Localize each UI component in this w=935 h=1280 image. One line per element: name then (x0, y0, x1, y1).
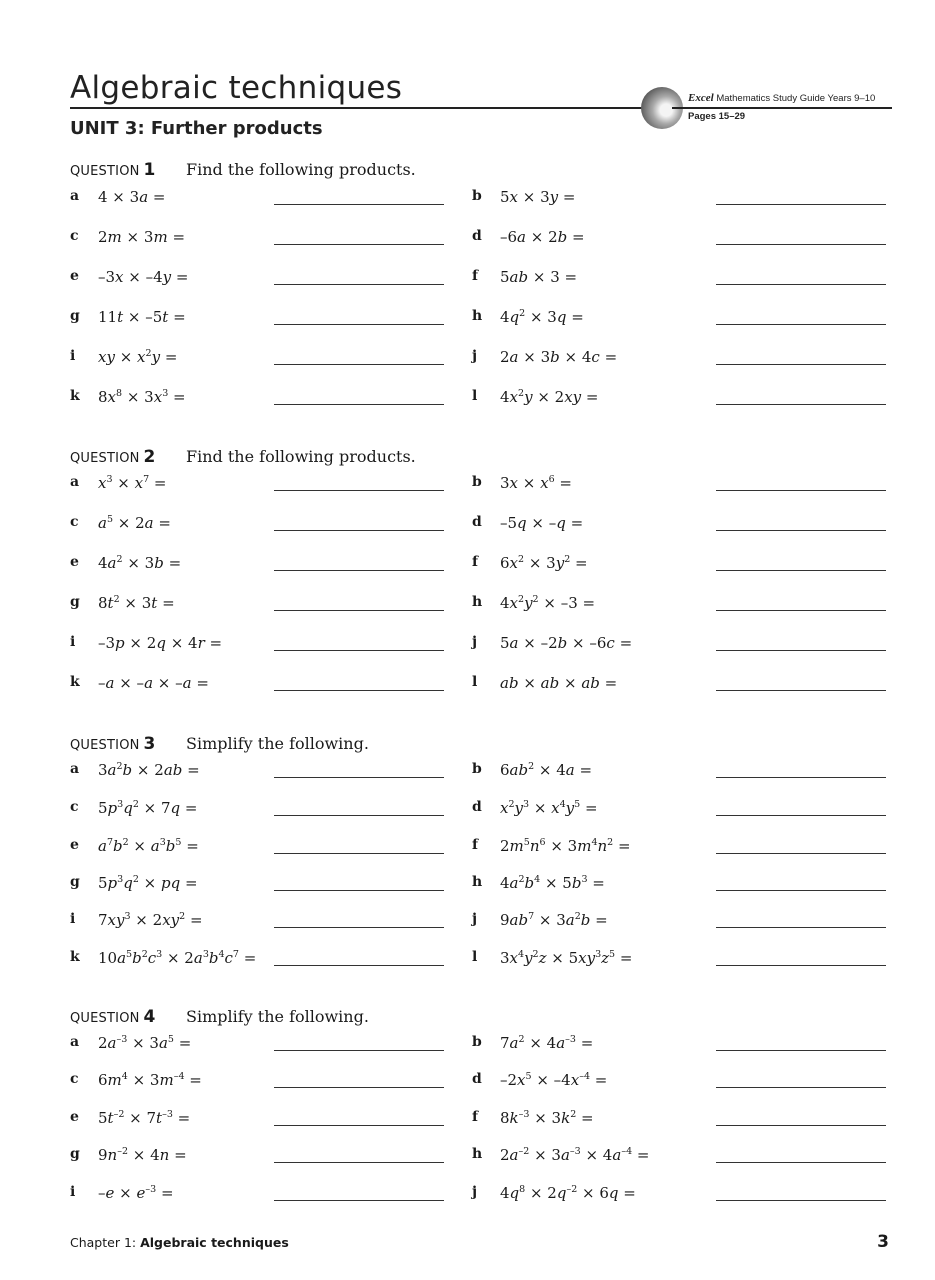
item-letter: d (472, 799, 482, 815)
item-letter: k (70, 388, 80, 404)
item-letter: i (70, 634, 76, 650)
question-label: QUESTION (70, 738, 140, 753)
answer-line[interactable] (716, 1125, 886, 1126)
exercise-item (70, 1071, 445, 1091)
item-letter: c (70, 514, 79, 530)
item-letter: f (472, 837, 479, 853)
answer-line[interactable] (274, 530, 444, 531)
exercise-item (472, 874, 887, 894)
item-expression: $4a^2b^4 \times 5b^3$ = (500, 874, 605, 892)
item-expression: –3x × –4y = (98, 268, 189, 286)
item-letter: b (472, 188, 482, 204)
answer-line[interactable] (716, 815, 886, 816)
item-letter: e (70, 837, 79, 853)
item-expression: $4q^2 \times 3q$ = (500, 308, 584, 326)
page-number: 3 (877, 1232, 889, 1252)
item-expression: –5q × –q = (500, 514, 584, 532)
item-letter: k (70, 949, 80, 965)
item-expression: $2m^5n^6 \times 3m^4n^2$ = (500, 837, 631, 855)
answer-line[interactable] (716, 1162, 886, 1163)
exercise-item (472, 1146, 887, 1166)
item-letter: d (472, 514, 482, 530)
item-expression: $-e \times e^{-3}$ = (98, 1184, 174, 1202)
exercise-item (70, 554, 445, 574)
item-letter: h (472, 1146, 483, 1162)
book-brand: Excel (688, 92, 714, 104)
answer-line[interactable] (716, 1200, 886, 1201)
item-expression: $6x^2 \times 3y^2$ = (500, 554, 588, 572)
footer-chapter-prefix: Chapter 1: (70, 1235, 141, 1250)
book-guide-title: Mathematics Study Guide Years 9–10 (716, 93, 876, 104)
unit-heading: UNIT 3: Further products (70, 118, 323, 139)
item-expression: xy × $x^2y$ = (98, 348, 178, 366)
answer-line[interactable] (716, 1050, 886, 1051)
item-expression: $x^3 \times x^7$ = (98, 474, 167, 492)
question-instruction: Find the following products. (186, 447, 416, 466)
exercise-item (472, 799, 887, 819)
item-letter: f (472, 268, 479, 284)
item-expression: $3x^4y^2z \times 5xy^3z^5$ = (500, 949, 633, 967)
answer-line[interactable] (274, 1200, 444, 1201)
exercise-item (70, 268, 445, 288)
item-expression: $9ab^7 \times 3a^2b$ = (500, 911, 608, 929)
answer-line[interactable] (716, 777, 886, 778)
item-expression: $3a^2b \times 2ab$ = (98, 761, 200, 779)
exercise-item (472, 188, 887, 208)
exercise-item (472, 474, 887, 494)
exercise-item (70, 874, 445, 894)
item-letter: a (70, 1034, 80, 1050)
item-letter: e (70, 554, 79, 570)
item-letter: c (70, 1071, 79, 1087)
answer-line[interactable] (274, 1087, 444, 1088)
book-reference (688, 92, 875, 104)
answer-line[interactable] (716, 965, 886, 966)
item-letter: d (472, 228, 482, 244)
exercise-item (70, 594, 445, 614)
answer-line[interactable] (274, 890, 444, 891)
answer-line[interactable] (716, 404, 886, 405)
question-label: QUESTION (70, 1011, 140, 1026)
item-letter: k (70, 674, 80, 690)
item-expression: $6ab^2 \times 4a$ = (500, 761, 593, 779)
item-letter: h (472, 308, 483, 324)
exercise-item (472, 554, 887, 574)
item-letter: j (472, 1184, 478, 1200)
question-number: 1 (143, 160, 156, 180)
exercise-item (70, 949, 445, 969)
item-letter: b (472, 761, 482, 777)
question-number: 4 (143, 1007, 156, 1027)
question-label: QUESTION (70, 164, 140, 179)
item-expression: $7a^2 \times 4a^{-3}$ = (500, 1034, 594, 1052)
item-letter: e (70, 1109, 79, 1125)
item-letter: j (472, 911, 478, 927)
item-letter: l (472, 388, 478, 404)
item-expression: $2a^{-3} \times 3a^5$ = (98, 1034, 192, 1052)
question-instruction: Simplify the following. (186, 1007, 369, 1026)
exercise-item (70, 228, 445, 248)
item-expression: 5a × –2b × –6c = (500, 634, 633, 652)
item-expression: ab × ab × ab = (500, 674, 618, 692)
answer-line[interactable] (716, 364, 886, 365)
question-heading (70, 447, 416, 467)
exercise-item (472, 1109, 887, 1129)
item-letter: c (70, 228, 79, 244)
item-expression: $3x \times x^6$ = (500, 474, 572, 492)
exercise-item (70, 474, 445, 494)
item-letter: f (472, 554, 479, 570)
answer-line[interactable] (274, 815, 444, 816)
exercise-item (70, 514, 445, 534)
exercise-item (472, 388, 887, 408)
question-instruction: Simplify the following. (186, 734, 369, 753)
exercise-item (472, 308, 887, 328)
exercise-item (70, 388, 445, 408)
item-expression: $4q^8 \times 2q^{-2} \times 6q$ = (500, 1184, 636, 1202)
answer-line[interactable] (274, 570, 444, 571)
answer-line[interactable] (274, 853, 444, 854)
question-label: QUESTION (70, 451, 140, 466)
item-letter: f (472, 1109, 479, 1125)
item-letter: b (472, 1034, 482, 1050)
item-expression: $8k^{-3} \times 3k^2$ = (500, 1109, 594, 1127)
exercise-item (70, 188, 445, 208)
item-expression: $5p^3q^2 \times 7q$ = (98, 799, 198, 817)
answer-line[interactable] (274, 965, 444, 966)
item-expression: 5x × 3y = (500, 188, 576, 206)
answer-line[interactable] (274, 490, 444, 491)
answer-line[interactable] (274, 610, 444, 611)
header-rule (672, 107, 892, 109)
item-letter: g (70, 308, 80, 324)
page-title: Algebraic techniques (70, 70, 403, 106)
item-expression: $7xy^3 \times 2xy^2$ = (98, 911, 203, 929)
item-expression: $a^5 \times 2a$ = (98, 514, 171, 532)
item-expression: $8x^8 \times 3x^3$ = (98, 388, 186, 406)
item-expression: 4 × 3a = (98, 188, 166, 206)
item-expression: 2a × 3b × 4c = (500, 348, 618, 366)
item-letter: j (472, 348, 478, 364)
answer-line[interactable] (716, 244, 886, 245)
item-letter: a (70, 761, 80, 777)
answer-line[interactable] (716, 610, 886, 611)
answer-line[interactable] (274, 1125, 444, 1126)
item-letter: h (472, 874, 483, 890)
answer-line[interactable] (716, 324, 886, 325)
answer-line[interactable] (274, 777, 444, 778)
page-reference: Pages 15–29 (688, 111, 746, 122)
item-letter: b (472, 474, 482, 490)
answer-line[interactable] (274, 244, 444, 245)
item-letter: d (472, 1071, 482, 1087)
item-letter: g (70, 594, 80, 610)
exercise-item (70, 1109, 445, 1129)
answer-line[interactable] (716, 890, 886, 891)
exercise-item (472, 268, 887, 288)
item-letter: g (70, 874, 80, 890)
item-expression: $4a^2 \times 3b$ = (98, 554, 182, 572)
question-heading (70, 734, 369, 754)
exercise-item (472, 911, 887, 931)
question-number: 2 (143, 447, 156, 467)
answer-line[interactable] (274, 1162, 444, 1163)
exercise-item (70, 1184, 445, 1204)
answer-line[interactable] (716, 690, 886, 691)
answer-line[interactable] (274, 1050, 444, 1051)
item-letter: l (472, 674, 478, 690)
answer-line[interactable] (716, 853, 886, 854)
item-expression: $x^2y^3 \times x^4y^5$ = (500, 799, 598, 817)
item-expression: $-2x^5 \times -4x^{-4}$ = (500, 1071, 608, 1089)
exercise-item (472, 594, 887, 614)
item-expression: –6a × 2b = (500, 228, 585, 246)
exercise-item (472, 1184, 887, 1204)
footer-chapter (70, 1235, 289, 1250)
item-letter: i (70, 348, 76, 364)
exercise-item (472, 514, 887, 534)
answer-line[interactable] (716, 204, 886, 205)
answer-line[interactable] (274, 324, 444, 325)
answer-line[interactable] (274, 650, 444, 651)
exercise-item (70, 1146, 445, 1166)
item-expression: $6m^4 \times 3m^{-4}$ = (98, 1071, 202, 1089)
item-letter: g (70, 1146, 80, 1162)
item-letter: h (472, 594, 483, 610)
exercise-item (70, 674, 445, 694)
item-expression: –3p × 2q × 4r = (98, 634, 223, 652)
item-expression: $2a^{-2} \times 3a^{-3} \times 4a^{-4}$ = (500, 1146, 650, 1164)
question-instruction: Find the following products. (186, 160, 416, 179)
item-letter: i (70, 1184, 76, 1200)
exercise-item (70, 634, 445, 654)
exercise-item (70, 308, 445, 328)
exercise-item (472, 634, 887, 654)
exercise-item (472, 348, 887, 368)
answer-line[interactable] (716, 927, 886, 928)
exercise-item (70, 799, 445, 819)
item-expression: $10a^5b^2c^3 \times 2a^3b^4c^7$ = (98, 949, 257, 967)
exercise-item (472, 837, 887, 857)
item-letter: a (70, 474, 80, 490)
item-letter: e (70, 268, 79, 284)
exercise-item (70, 911, 445, 931)
item-expression: $5p^3q^2$ × pq = (98, 874, 198, 892)
question-heading (70, 160, 416, 180)
exercise-item (472, 1034, 887, 1054)
item-letter: a (70, 188, 80, 204)
exercise-item (472, 949, 887, 969)
answer-line[interactable] (716, 284, 886, 285)
item-expression: 2m × 3m = (98, 228, 186, 246)
exercise-item (70, 761, 445, 781)
item-expression: $a^7b^2 \times a^3b^5$ = (98, 837, 199, 855)
item-expression: 5ab × 3 = (500, 268, 578, 286)
question-number: 3 (143, 734, 156, 754)
title-rule (70, 107, 645, 109)
answer-line[interactable] (274, 204, 444, 205)
item-letter: i (70, 911, 76, 927)
item-expression: $5t^{-2} \times 7t^{-3}$ = (98, 1109, 191, 1127)
item-letter: l (472, 949, 478, 965)
exercise-item (472, 1071, 887, 1091)
exercise-item (70, 837, 445, 857)
answer-line[interactable] (274, 284, 444, 285)
item-expression: –a × –a × –a = (98, 674, 209, 692)
item-expression: $4x^2y \times 2xy$ = (500, 388, 599, 406)
answer-line[interactable] (274, 927, 444, 928)
item-letter: j (472, 634, 478, 650)
item-expression: $8t^2 \times 3t$ = (98, 594, 175, 612)
answer-line[interactable] (716, 490, 886, 491)
exercise-item (472, 228, 887, 248)
answer-line[interactable] (716, 570, 886, 571)
answer-line[interactable] (716, 530, 886, 531)
exercise-item (472, 674, 887, 694)
item-expression: 11t × –5t = (98, 308, 186, 326)
footer-chapter-title: Algebraic techniques (140, 1235, 289, 1250)
answer-line[interactable] (274, 364, 444, 365)
exercise-item (70, 348, 445, 368)
exercise-item (70, 1034, 445, 1054)
answer-line[interactable] (274, 404, 444, 405)
answer-line[interactable] (274, 690, 444, 691)
exercise-item (472, 761, 887, 781)
item-expression: $4x^2y^2 \times -3$ = (500, 594, 596, 612)
answer-line[interactable] (716, 650, 886, 651)
item-letter: c (70, 799, 79, 815)
answer-line[interactable] (716, 1087, 886, 1088)
question-heading (70, 1007, 369, 1027)
item-expression: $9n^{-2} \times 4n$ = (98, 1146, 187, 1164)
